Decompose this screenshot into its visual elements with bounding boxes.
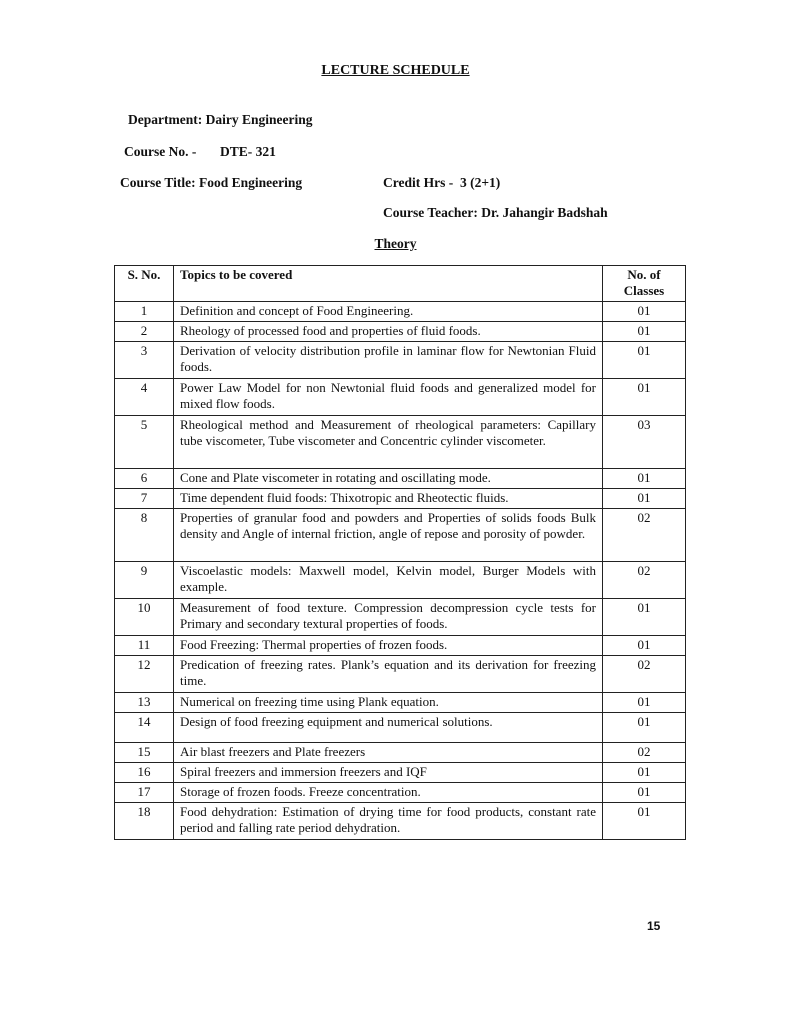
course-title: Course Title: Food Engineering	[120, 175, 303, 190]
row-topic: Food Freezing: Thermal properties of frozen foods.	[174, 636, 603, 656]
table-row	[115, 302, 686, 322]
table-row	[115, 469, 686, 489]
section-title: Theory	[374, 236, 417, 251]
row-sno: 3	[115, 342, 174, 379]
table-row	[115, 763, 686, 783]
schedule-body	[115, 302, 686, 840]
row-sno: 8	[115, 509, 174, 562]
row-topic: Measurement of food texture. Compression decompression cycle tests for Primary and secondary textural properties of foods.	[174, 599, 603, 636]
table-row	[115, 509, 686, 562]
course-no-label: Course No. -	[124, 144, 197, 159]
row-sno: 9	[115, 562, 174, 599]
table-row	[115, 322, 686, 342]
header-sno: S. No.	[115, 266, 174, 302]
row-sno: 13	[115, 693, 174, 713]
row-topic: Time dependent fluid foods: Thixotropic and Rheotectic fluids.	[174, 489, 603, 509]
table-header-row	[115, 266, 686, 302]
row-classes: 01	[603, 783, 686, 803]
row-topic: Power Law Model for non Newtonial fluid foods and generalized model for mixed flow foods.	[174, 379, 603, 416]
row-sno: 15	[115, 743, 174, 763]
row-topic: Cone and Plate viscometer in rotating and oscillating mode.	[174, 469, 603, 489]
table-row	[115, 693, 686, 713]
row-classes: 01	[603, 763, 686, 783]
row-topic: Predication of freezing rates. Plank’s equation and its derivation for freezing time.	[174, 656, 603, 693]
row-classes: 02	[603, 656, 686, 693]
table-row	[115, 783, 686, 803]
row-classes: 01	[603, 599, 686, 636]
row-sno: 11	[115, 636, 174, 656]
schedule-table	[114, 265, 686, 840]
table-row	[115, 803, 686, 840]
row-sno: 18	[115, 803, 174, 840]
row-topic: Air blast freezers and Plate freezers	[174, 743, 603, 763]
row-sno: 7	[115, 489, 174, 509]
row-sno: 14	[115, 713, 174, 743]
table-row	[115, 636, 686, 656]
table-row	[115, 416, 686, 469]
course-teacher: Course Teacher: Dr. Jahangir Badshah	[383, 205, 608, 220]
row-classes: 01	[603, 469, 686, 489]
row-sno: 5	[115, 416, 174, 469]
table-row	[115, 599, 686, 636]
row-topic: Viscoelastic models: Maxwell model, Kelvin model, Burger Models with example.	[174, 562, 603, 599]
row-sno: 10	[115, 599, 174, 636]
page-heading: LECTURE SCHEDULE	[321, 63, 470, 78]
table-row	[115, 489, 686, 509]
row-classes: 01	[603, 636, 686, 656]
page-number: 15	[647, 919, 661, 933]
row-classes: 03	[603, 416, 686, 469]
row-classes: 01	[603, 342, 686, 379]
row-sno: 2	[115, 322, 174, 342]
row-sno: 16	[115, 763, 174, 783]
header-classes-line2: Classes	[623, 283, 665, 298]
table-row	[115, 342, 686, 379]
header-classes-line1: No. of	[627, 267, 661, 282]
credit-hrs: Credit Hrs - 3 (2+1)	[383, 175, 501, 190]
row-topic: Rheology of processed food and properties of fluid foods.	[174, 322, 603, 342]
row-classes: 02	[603, 743, 686, 763]
row-sno: 1	[115, 302, 174, 322]
header-classes	[603, 266, 686, 302]
table-row	[115, 379, 686, 416]
row-classes: 01	[603, 379, 686, 416]
row-classes: 01	[603, 302, 686, 322]
row-topic: Spiral freezers and immersion freezers and IQF	[174, 763, 603, 783]
table-row	[115, 656, 686, 693]
row-topic: Design of food freezing equipment and numerical solutions.	[174, 713, 603, 743]
row-classes: 01	[603, 803, 686, 840]
department: Department: Dairy Engineering	[128, 112, 313, 127]
row-classes: 01	[603, 489, 686, 509]
table-row	[115, 743, 686, 763]
table-row	[115, 713, 686, 743]
row-classes: 02	[603, 562, 686, 599]
row-topic: Derivation of velocity distribution profile in laminar flow for Newtonian Fluid foods.	[174, 342, 603, 379]
row-classes: 01	[603, 693, 686, 713]
row-topic: Storage of frozen foods. Freeze concentration.	[174, 783, 603, 803]
row-topic: Rheological method and Measurement of rheological parameters: Capillary tube viscometer, Tube viscometer and Concentric cylinder viscometer.	[174, 416, 603, 469]
row-classes: 01	[603, 713, 686, 743]
row-sno: 6	[115, 469, 174, 489]
row-topic: Food dehydration: Estimation of drying time for food products, constant rate period and falling rate period dehydration.	[174, 803, 603, 840]
row-topic: Definition and concept of Food Engineering.	[174, 302, 603, 322]
row-sno: 4	[115, 379, 174, 416]
course-no-value: DTE- 321	[220, 144, 276, 159]
row-classes: 02	[603, 509, 686, 562]
row-topic: Properties of granular food and powders and Properties of solids foods Bulk density and Angle of internal friction, angle of repose and porosity of powder.	[174, 509, 603, 562]
header-topics: Topics to be covered	[174, 266, 603, 302]
table-row	[115, 562, 686, 599]
row-classes: 01	[603, 322, 686, 342]
row-sno: 17	[115, 783, 174, 803]
row-sno: 12	[115, 656, 174, 693]
row-topic: Numerical on freezing time using Plank equation.	[174, 693, 603, 713]
